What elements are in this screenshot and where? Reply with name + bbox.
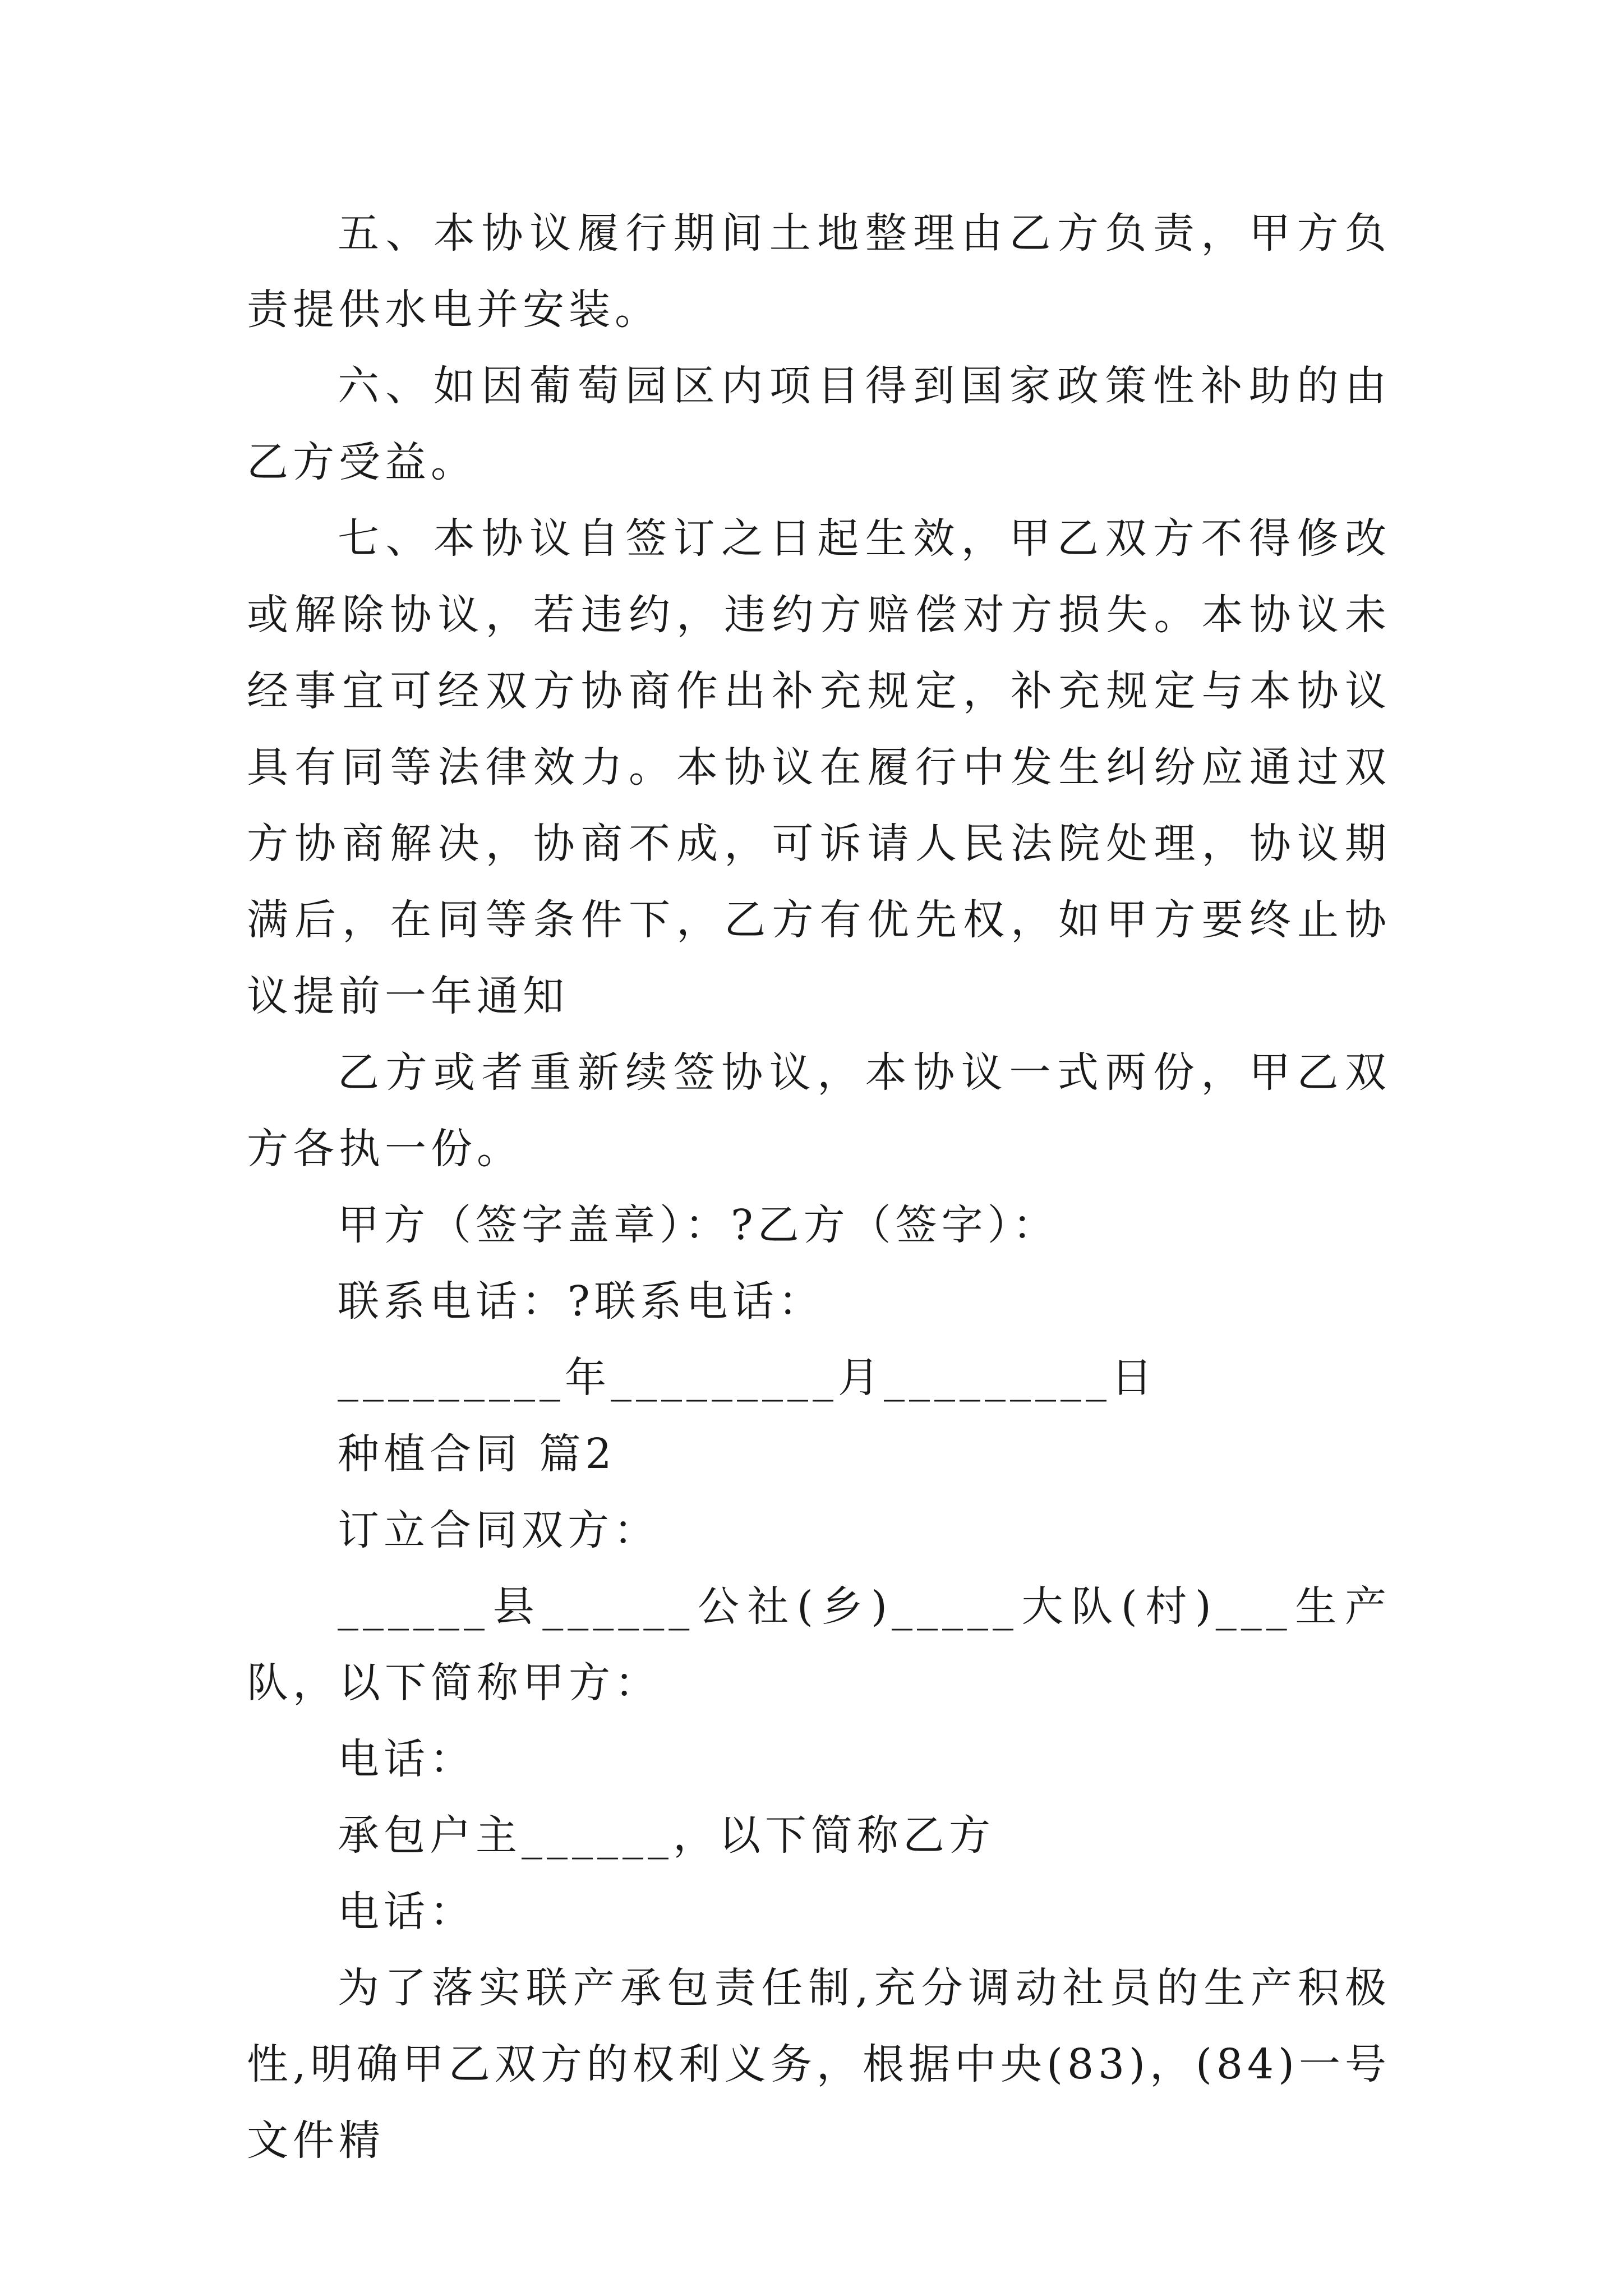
section-heading: 种植合同 篇2 [338, 1430, 616, 1478]
clause-six: 六、如因葡萄园区内项目得到国家政策性补助的由乙方受益。 [247, 362, 1391, 486]
clause-seven: 七、本协议自签订之日起生效，甲乙双方不得修改或解除协议，若违约，违约方赔偿对方损失。本协议未经事宜可经双方协商作出补充规定，补充规定与本协议具有同等法律效力。本协议在履行中发生纠纷应通过双方协商解决，协商不成，可诉请人民法院处理，协议期满后，在同等条件下，乙方有优先权，如甲方要终止协议提前一年通知 [247, 514, 1391, 1020]
clause-seven-continued: 乙方或者重新续签协议，本协议一式两份，甲乙双方各执一份。 [247, 1048, 1391, 1173]
contact-phone-line: 联系电话：?联系电话： [338, 1277, 824, 1326]
parties-heading: 订立合同双方： [338, 1506, 660, 1554]
clause-five: 五、本协议履行期间土地整理由乙方负责，甲方负责提供水电并安装。 [247, 209, 1391, 334]
party-b-line: 承包户主______，以下简称乙方 [338, 1811, 995, 1860]
party-b-phone: 电话： [338, 1888, 476, 1936]
document-body [247, 195, 1391, 2179]
party-a-phone: 电话： [338, 1735, 476, 1783]
signature-line: 甲方（签字盖章）：?乙方（签字）： [338, 1201, 1059, 1249]
date-line: _________年_________月_________日 [338, 1354, 1157, 1402]
preamble: 为了落实联产承包责任制,充分调动社员的生产积极性,明确甲乙双方的权利义务，根据中央(83)，(84)一号文件精 [247, 1964, 1391, 2165]
party-a-line: ______县______公社(乡)_____大队(村)___生产队，以下简称甲方： [247, 1582, 1391, 1707]
